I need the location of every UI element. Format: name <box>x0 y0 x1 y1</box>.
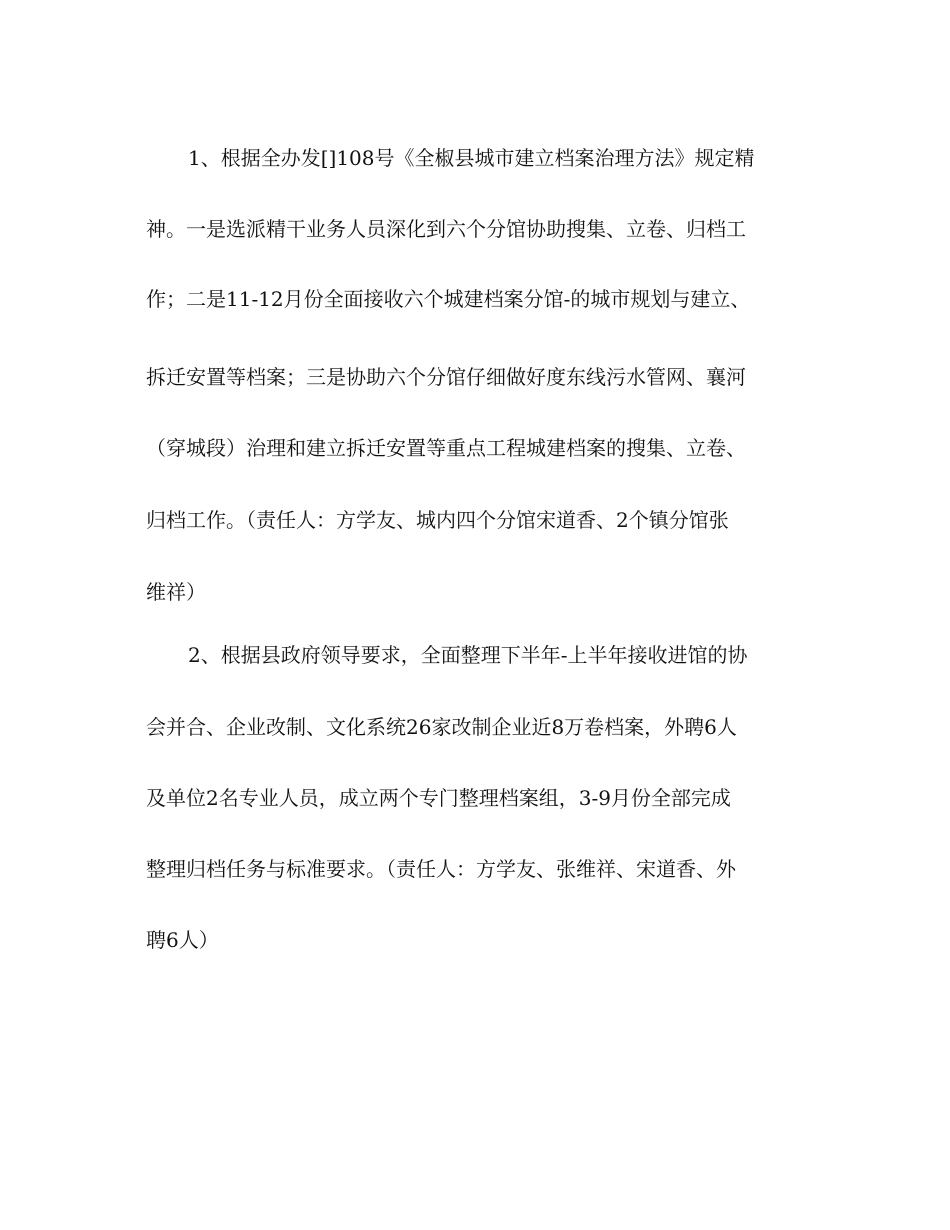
paragraph-1-line-5: （穿城段）治理和建立拆迁安置等重点工程城建档案的搜集、立卷、 <box>146 436 746 460</box>
paragraph-1-line-2: 神。一是选派精干业务人员深化到六个分馆协助搜集、立卷、归档工 <box>146 217 746 241</box>
paragraph-1-line-4: 拆迁安置等档案；三是协助六个分馆仔细做好度东线污水管网、襄河 <box>146 365 746 389</box>
paragraph-2-line-2: 会并合、企业改制、文化系统26家改制企业近8万卷档案，外聘6人 <box>146 715 737 739</box>
paragraph-1-line-1: 1、根据全办发[]108号《全椒县城市建立档案治理方法》规定精 <box>188 146 755 170</box>
paragraph-2-line-1: 2、根据县政府领导要求，全面整理下半年-上半年接收进馆的协 <box>188 643 748 667</box>
paragraph-1-line-3: 作；二是11-12月份全面接收六个城建档案分馆-的城市规划与建立、 <box>146 287 751 311</box>
paragraph-1-line-7: 维祥） <box>146 580 206 604</box>
paragraph-2-line-3: 及单位2名专业人员，成立两个专门整理档案组，3-9月份全部完成 <box>146 786 731 810</box>
paragraph-1-line-6: 归档工作。（责任人：方学友、城内四个分馆宋道香、2个镇分馆张 <box>146 508 729 532</box>
paragraph-2-line-5: 聘6人） <box>146 928 219 952</box>
paragraph-2-line-4: 整理归档任务与标准要求。（责任人：方学友、张维祥、宋道香、外 <box>146 857 736 881</box>
